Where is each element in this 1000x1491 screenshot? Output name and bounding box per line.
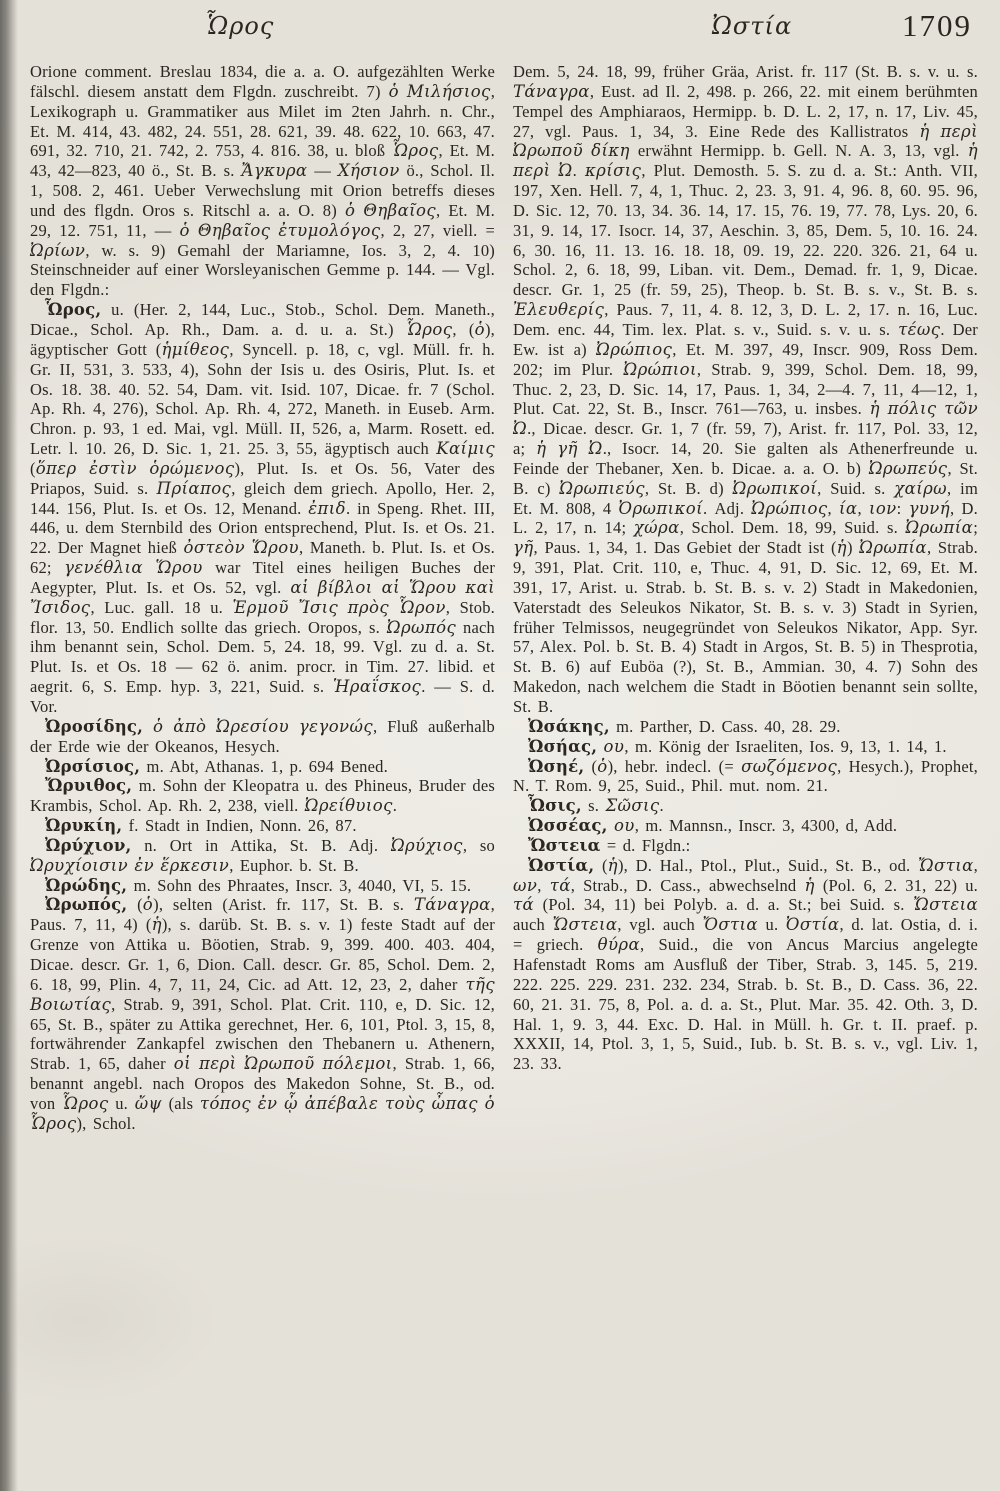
entry-paragraph: Ὠστία, (ἡ), D. Hal., Ptol., Plut., Suid., St. B., od. Ὤστια, ων, τά, Strab., D. Cass., abwechselnd ἡ (Pol. 6, 2. 31, 22) u. τά (Pol. 34, 11) bei Polyb. a. d. a. St.; bei Suid. s. Ὤστεια auch Ὤστεια, vgl. auch Ὄστια u. Ὀστία, d. lat. Ostia, d. i. = griech. θύρα, Suid., die von Ancus Marcius angelegte Hafenstadt Roms am Ausfluß der Tiber, Strab. 3, 145. 5, 219. 222. 225. 229. 231. 232. 234, Strab. b. St. B., D. Cass. 36, 22. 60, 21. 31. 75, 8, Pol. a. d. a. St., Plut. Mar. 35. 42. Oth. 3, D. Hal. 1, 9. 3, 44. Exc. D. Hal. in Müll. h. Gr. t. II. praef. p. XXXII, 14, Ptol. 3, 1, 5, Suid., Iub. b. St. B. s. v., vgl. Liv. 1, 23. 33.: [513, 855, 979, 1074]
greek-term: πόλις: [887, 399, 937, 419]
continuation-paragraph: Dem. 5, 24. 18, 99, früher Gräa, Arist. fr. 117 (St. B. s. v. u. s. Τάναγρα, Eust. ad Il. 2, 498. p. 266, 22. mit einem berühmten Tempel des Amphiaraos, Hermipp. b. D. L. 2, 17, n. 17, Liv. 45, 27, vgl. Paus. 1, 34, 3. Eine Rede des Kallistratos ἡ περὶ Ὠρωποῦ δίκη erwähnt Hermipp. b. Gell. N. A. 3, 13, vgl. ἡ περὶ Ὠ. κρίσις, Plut. Demosth. 5. S. zu d. a. St.: Anth. VII, 197, Xen. Hell. 7, 4, 1, Thuc. 2, 23. 3, 91. 4, 96. 8, 60. 95. 96, D. Sic. 12, 70. 13, 34. 36. 14, 17. 15, 76. 19, 77. 78, Lys. 20, 6. 31, 9. 14, 17. Isocr. 14, 37, Aeschin. 3, 85, Dem. 5, 10. 16. 24. 6, 30. 16, 11. 13. 16. 18. 18, 09. 19, 22. 220. 326. 21, 64 u. Schol. 2, 6. 18, 99, Liban. vit. Dem., Demad. fr. 1, 9, Dicae. descr. Gr. 1, 25 (fr. 59, 25), Theop. b. St. B. s. v., St. B. s. Ἐλευθερίς, Paus. 7, 11, 4. 8. 12, 3, D. L. 2, 17. n. 16, Luc. Dem. enc. 44, Tim. lex. Plat. s. v., Suid. s. v. u. s. τέως. Der Ew. ist a) Ὠρώπιος, Et. M. 397, 49, Inscr. 909, Ross Dem. 202; im Plur. Ὠρώπιοι, Strab. 9, 399, Schol. Dem. 18, 99, Thuc. 2, 23, D. Sic. 14, 17, Paus. 1, 34, 2—4. 7, 11, 4—12, 1, Plut. Cat. 22, St. B., Inscr. 761—763, u. insbes. ἡ πόλις τῶν Ὠ., Dicae. descr. Gr. 1, 7 (fr. 59, 7), Arist. fr. 117, Pol. 33, 12, a; ἡ γῆ Ὠ., Isocr. 14, 20. Sie galten als Athenerfreunde u. Feinde der Thebaner, Xen. b. Dicae. a. a. O. b) Ὠρωπεύς, St. B. c) Ὠρωπιεύς, St. B. d) Ὠρωπικοί, Suid. s. χαίρω, im Et. M. 808, 4 Ὀρωπικοί. Adj. Ὠρώπιος, ία, ιον: γυνή, D. L. 2, 17, n. 14; χώρα, Schol. Dem. 18, 99, Suid. s. Ὠρωπία; γῆ, Paus. 1, 34, 1. Das Gebiet der Stadt ist (ἡ) Ὠρωπία, Strab. 9, 391, Plat. Crit. 110, e, Thuc. 4, 91, D. Sic. 12, 69, Et. M. 391, 17, Arist. u. Strab. b. St. B. s. v. 2) Stadt in Makedonien, Vaterstadt des Seleukos Nikator, St. B. s. v. 3) Stadt in Syrien, früher Telmissos, neugegründet von Seleukos Nikator, App. Syr. 57, Alex. Pol. b. St. B. 4) Stadt in Argos, St. B. 5) in Thesprotia, St. B. 6) auf Euböa (?), St. B., Ammian. 30, 4. 7) Sohn des Makedon, nach welchem die Stadt in Böotien benannt sein sollte, St. B.: [513, 62, 979, 716]
greek-term: Βοιωτίας: [30, 994, 112, 1014]
greek-term: τόπος: [199, 1093, 252, 1113]
greek-term: Ὠρώπιος: [596, 339, 673, 359]
greek-term: ία: [839, 498, 858, 518]
entry-paragraph: Ὧρος, u. (Her. 2, 144, Luc., Stob., Schol. Dem. Maneth., Dicae., Schol. Ap. Rh., Dam. a. d. u. a. St.) Ὧρος, (ὁ), ägyptischer Gott (ἡμίθεος, Syncell. p. 18, c, vgl. Müll. fr. h. Gr. II, 531, 3. 533, 4), Sohn der Isis u. des Osiris, Plut. Is. et Os. 18. 38. 40. 52. 54, Dam. vit. Isid. 107, Dicae. fr. 7 (Schol. Ap. Rh. 4, 276), Schol. Ap. Rh. 4, 272, Maneth. in Euseb. Arm. Chron. p. 93, 1 ed. Mai, vgl. Müll. II, 526, a, Marm. Rosett. ed. Letr. l. 10. 26, D. Sic. 1, 21. 25. 3, 55, ägyptisch auch Καίμις (ὅπερ ἐστὶν ὁρώμενος), Plut. Is. et Os. 56, Vater des Priapos, Suid. s. Πρίαπος, gleich dem griech. Apollo, Her. 2, 144. 156, Plut. Is. et Os. 12, Menand. ἐπιδ. in Speng. Rhet. III, 446, u. dem Sternbild des Orion entsprechend, Plut. Is. et Os. 21. 22. Der Magnet hieß ὀστεὸν Ὥρου, Maneth. b. Plut. Is. et Os. 62; γενέθλια Ὥρου war Titel eines heiligen Buches der Aegypter, Plut. Is. et Os. 52, vgl. αἱ βίβλοι αἱ Ὥρου καὶ Ἴσιδος, Luc. gall. 18 u. Ἑρμοῦ Ἴσις πρὸς Ὧρον, Stob. flor. 13, 50. Endlich sollte das griech. Oropos, s. Ὠρωπός nach ihm benannt sein, Schol. Dem. 5, 24. 18, 99. Vgl. zu d. a. St. Plut. Is. et Os. 18 — 62 ö. anim. procr. in Tim. 27. libid. et aegrit. 6, S. Emp. hyp. 3, 221, Suid. s. Ἡραΐσκος. — S. d. Vor.: [30, 300, 496, 716]
greek-term: Ὠ: [558, 161, 573, 181]
greek-term: δίκη: [591, 141, 630, 161]
entry-headword: Ὠσήας,: [528, 736, 598, 756]
scan-gutter-shadow: [0, 0, 18, 1491]
greek-term: γῆ: [557, 439, 578, 459]
greek-term: Τάναγρα: [413, 895, 491, 915]
greek-term: Ὤστεια: [913, 895, 978, 915]
greek-term: γυνή: [908, 498, 951, 518]
greek-term: Ὠ: [588, 439, 603, 459]
greek-term: Θηβαῖος: [197, 220, 271, 240]
greek-term: ὁ: [484, 1093, 495, 1113]
entry-paragraph: Ὠσήας, ου, m. König der Israeliten, Ios. 9, 13, 1. 14, 1.: [528, 736, 947, 756]
greek-term: γῆ: [513, 538, 534, 558]
greek-term: αἱ: [290, 577, 309, 597]
greek-term: Ὠρωπικοί: [732, 478, 818, 498]
greek-term: Ὠρωποῦ: [513, 141, 584, 161]
greek-term: ὁ: [345, 200, 356, 220]
greek-term: ὁρώμενος: [149, 458, 235, 478]
greek-term: τά: [549, 875, 571, 895]
greek-term: τοὺς: [385, 1093, 425, 1113]
greek-term: Ὀρωπικοί: [618, 498, 703, 518]
greek-term: χώρα: [633, 518, 680, 538]
greek-term: Ὠρωπία: [859, 538, 927, 558]
greek-term: Ὠ: [513, 419, 528, 439]
greek-term: Ὠρεσίου: [216, 716, 290, 736]
entry-paragraph: Ὤρυιθος, m. Sohn der Kleopatra u. des Phineus, Bruder des Krambis, Schol. Ap. Rh. 2, 238, viell. Ὠρείθυιος.: [30, 776, 495, 816]
greek-term: ἡ: [919, 121, 930, 141]
greek-term: Ὠρώπιος: [751, 498, 828, 518]
greek-term: ἐτυμολόγος: [278, 220, 381, 240]
greek-term: Ὤστια: [918, 855, 974, 875]
greek-term: ἡ: [804, 875, 815, 895]
text-columns: [30, 62, 978, 1134]
greek-term: Ὠρώπιοι: [623, 359, 697, 379]
greek-term: ἐν: [257, 1093, 278, 1113]
greek-term: γενέθλια: [64, 558, 143, 578]
greek-term: ιον: [868, 498, 897, 518]
running-head-left: Ὧρος: [205, 12, 275, 40]
greek-term: Ἴσιδος: [30, 597, 91, 617]
greek-term: ὦπας: [431, 1093, 478, 1113]
greek-term: Ὀστία: [785, 915, 840, 935]
greek-term: ὁ: [474, 319, 485, 339]
greek-term: περὶ: [513, 161, 551, 181]
greek-term: ἡ: [967, 141, 978, 161]
greek-term: Καίμις: [436, 439, 495, 459]
greek-term: περὶ: [940, 121, 978, 141]
greek-term: ὅπερ: [35, 458, 77, 478]
greek-term: ἕρκεσιν: [160, 855, 230, 875]
entry-headword: Ὠσηέ,: [528, 756, 585, 776]
greek-term: ἀπέβαλε: [304, 1093, 379, 1113]
greek-term: περὶ: [198, 1054, 237, 1074]
greek-term: Ἑρμοῦ: [232, 597, 289, 617]
greek-term: Ὠρωποῦ: [244, 1054, 315, 1074]
greek-term: ἐστὶν: [89, 458, 137, 478]
greek-term: Ὥρου: [409, 577, 457, 597]
page-number: 1709: [902, 8, 972, 43]
greek-term: Χήσιον: [337, 161, 400, 181]
greek-term: ὁ: [179, 220, 190, 240]
greek-term: Ὤστεια: [552, 915, 618, 935]
greek-term: ὤψ: [134, 1093, 162, 1113]
running-head-right: Ὠστία: [712, 12, 793, 40]
entry-headword: Ὠρύχιον,: [45, 835, 132, 855]
entry-paragraph: Ὠρωπός, (ὁ), selten (Arist. fr. 117, St. B. s. Τάναγρα, Paus. 7, 11, 4) (ἡ), s. darüb. St. B. s. v. 1) feste Stadt auf der Grenze von Attika u. Böotien, Strab. 9, 399. 400. 403. 404, Dicae. descr. Gr. 1, 6, Dion. Call. descr. Gr. 85, Schol. Dem. 2, 6. 18, 99, Plin. 4, 7, 11, 24, Cic. ad Att. 12, 23, 2, daher τῆς Βοιωτίας, Strab. 9, 391, Schol. Plat. Crit. 110, e, D. Sic. 12, 65, St. B., später zu Attika gerechnet, Her. 6, 101, Ptol. 3, 15, 8, fortwährender Zankapfel zwischen den Thebanern u. Athenern, Strab. 1, 65, daher οἱ περὶ Ὠρωποῦ πόλεμοι, Strab. 1, 66, benannt angebl. nach Oropos des Makedon Sohne, St. B., od. von Ὧρος u. ὤψ (als τόπος ἐν ᾧ ἀπέβαλε τοὺς ὦπας ὁ Ὧρος), Schol.: [30, 895, 495, 1133]
greek-term: πόλεμοι: [322, 1054, 393, 1074]
entry-paragraph: Ὠροσίδης, ὁ ἀπὸ Ὠρεσίου γεγονώς, Fluß außerhalb der Erde wie der Okeanos, Hesych.: [30, 716, 496, 756]
greek-term: Ἴσις: [298, 597, 339, 617]
entry-paragraph: Ὦσις, s. Σῶσις.: [528, 796, 664, 816]
greek-term: Ὠρωπεύς: [868, 458, 948, 478]
greek-term: αἱ: [381, 577, 401, 597]
greek-term: τῶν: [944, 399, 979, 419]
greek-term: Ὧρος: [405, 319, 453, 339]
greek-term: ὀστεὸν: [183, 538, 246, 558]
greek-term: Ὥρου: [251, 538, 299, 558]
entry-headword: Ὠστία,: [528, 855, 595, 875]
greek-term: Ὠρείθυιος: [304, 796, 393, 816]
greek-term: Ὧρος: [392, 141, 439, 161]
greek-term: κρίσις: [584, 161, 642, 181]
greek-term: ἡ: [151, 915, 162, 935]
greek-term: Μιλήσιος: [406, 81, 491, 101]
greek-term: ἡ: [869, 399, 880, 419]
greek-term: Θηβαῖος: [363, 200, 436, 220]
greek-term: θύρα: [597, 935, 641, 955]
greek-term: Ὥρου: [155, 558, 203, 578]
continuation-paragraph: Orione comment. Breslau 1834, die a. a. O. aufgezählten Werke fälschl. diesem anstatt dem Flgdn. zuschreibt. 7) ὁ Μιλήσιος, Lexikograph u. Grammatiker aus Milet im 2ten Jahrh. n. Chr., Et. M. 414, 43. 482, 24. 551, 28. 621, 39. 48. 622, 10. 663, 47. 691, 32. 710, 21. 742, 2. 753, 4. 816. 38, u. bloß Ὧρος, Et. M. 43, 42—823, 40 ö., St. B. s. Ἄγκυρα — Χήσιον ö., Schol. Il. 1, 508. 2, 461. Ueber Verwechslung mit Orion betreffs dieses und des flgdn. Oros s. Ritschl a. a. O. 8) ὁ Θηβαῖος, Et. M. 29, 12. 751, 11, — ὁ Θηβαῖος ἐτυμολόγος, 2, 27, viell. = Ὠρίων, w. s. 9) Gemahl der Mariamne, Ios. 3, 2, 4. 10) Steinschneider auf einer Worsleyanischen Gemme p. 144. — Vgl. den Flgdn.:: [30, 62, 496, 300]
greek-term: τέως: [898, 319, 941, 339]
greek-term: Ὠρωπία: [905, 518, 974, 538]
entry-headword: Ὠρώδης,: [45, 875, 128, 895]
greek-term: Ὠρωπός: [386, 617, 457, 637]
greek-term: καὶ: [465, 577, 496, 597]
entry-headword: Ὠρσίσιος,: [45, 756, 141, 776]
entry-paragraph: Ὠσσέας, ου, m. Mannsn., Inscr. 3, 4300, d, Add.: [528, 816, 898, 836]
entry-headword: Ὠρυκίη,: [45, 816, 123, 836]
greek-term: Σῶσις: [605, 796, 660, 816]
greek-term: Τάναγρα: [513, 81, 590, 101]
greek-term: Ὠρωπιεύς: [559, 478, 645, 498]
greek-term: ὁ: [388, 81, 399, 101]
greek-term: οἱ: [173, 1054, 191, 1074]
entry-headword: Ὤρυιθος,: [45, 776, 133, 796]
greek-term: Ὧρος: [30, 1113, 77, 1133]
entry-headword: Ὠσάκης,: [528, 716, 610, 736]
entry-paragraph: Ὠρσίσιος, m. Abt, Athanas. 1, p. 694 Bened.: [45, 756, 388, 776]
greek-term: ὁ: [153, 716, 164, 736]
greek-term: ἀπὸ: [173, 716, 207, 736]
greek-term: Ὠρυχίοισιν: [30, 855, 129, 875]
greek-term: πρὸς: [347, 597, 389, 617]
greek-term: Ἡραΐσκος: [333, 677, 422, 697]
greek-term: ου: [603, 736, 625, 756]
entry-paragraph: Ὠρύχιον, n. Ort in Attika, St. B. Adj. Ὠρύχιος, so Ὠρυχίοισιν ἐν ἕρκεσιν, Euphor. b. St. B.: [30, 835, 495, 875]
greek-term: ᾧ: [284, 1093, 298, 1113]
greek-term: ου: [613, 816, 635, 836]
entry-paragraph: Ὠσάκης, m. Parther, D. Cass. 40, 28. 29.: [528, 716, 841, 736]
greek-term: ἡμίθεος: [161, 339, 230, 359]
greek-term: Ὠρίων: [30, 240, 86, 260]
entry-paragraph: Ὠρώδης, m. Sohn des Phraates, Inscr. 3, 4040, VI, 5. 15.: [45, 875, 472, 895]
entry-headword: Ὠροσίδης,: [45, 716, 144, 736]
greek-term: ἡ: [536, 439, 547, 459]
entry-paragraph: Ὠσηέ, (ὁ), hebr. indecl. (= σωζόμενος, Hesych.), Prophet, N. T. Rom. 9, 25, Suid., Phil. mut. nom. 21.: [513, 756, 978, 796]
greek-term: ἐπιδ: [308, 498, 346, 518]
left-column: [30, 62, 495, 1134]
entry-paragraph: Ὠρυκίη, f. Stadt in Indien, Nonn. 26, 87.: [45, 816, 357, 836]
greek-term: ἡ: [607, 855, 618, 875]
entry-headword: Ὠσσέας,: [528, 816, 608, 836]
greek-term: Ἐλευθερίς: [513, 300, 605, 320]
greek-term: σωζόμενος: [741, 756, 838, 776]
greek-term: ὁ: [142, 895, 154, 915]
greek-term: τά: [513, 895, 535, 915]
greek-term: Πρίαπος: [156, 478, 232, 498]
greek-term: ων: [513, 875, 538, 895]
greek-term: Ὠρύχιος: [390, 835, 463, 855]
greek-term: Ὧρον: [398, 597, 446, 617]
right-column: [513, 62, 978, 1134]
greek-term: ἐν: [134, 855, 155, 875]
entry-paragraph: Ὤστεια = d. Flgdn.:: [528, 835, 691, 855]
greek-term: Ἄγκυρα: [241, 161, 308, 181]
greek-term: Ὄστια: [702, 915, 758, 935]
greek-term: γεγονώς: [298, 716, 373, 736]
entry-headword: Ὦσις,: [528, 796, 582, 816]
greek-term: τῆς: [465, 974, 495, 994]
greek-term: Ὧρος: [62, 1093, 109, 1113]
entry-headword: Ὤστεια: [528, 835, 601, 855]
entry-headword: Ὧρος,: [45, 300, 102, 320]
entry-headword: Ὠρωπός,: [45, 895, 128, 915]
greek-term: βίβλοι: [317, 577, 373, 597]
greek-term: χαίρω: [894, 478, 948, 498]
greek-term: ὁ: [597, 756, 608, 776]
greek-term: ἡ: [836, 538, 847, 558]
